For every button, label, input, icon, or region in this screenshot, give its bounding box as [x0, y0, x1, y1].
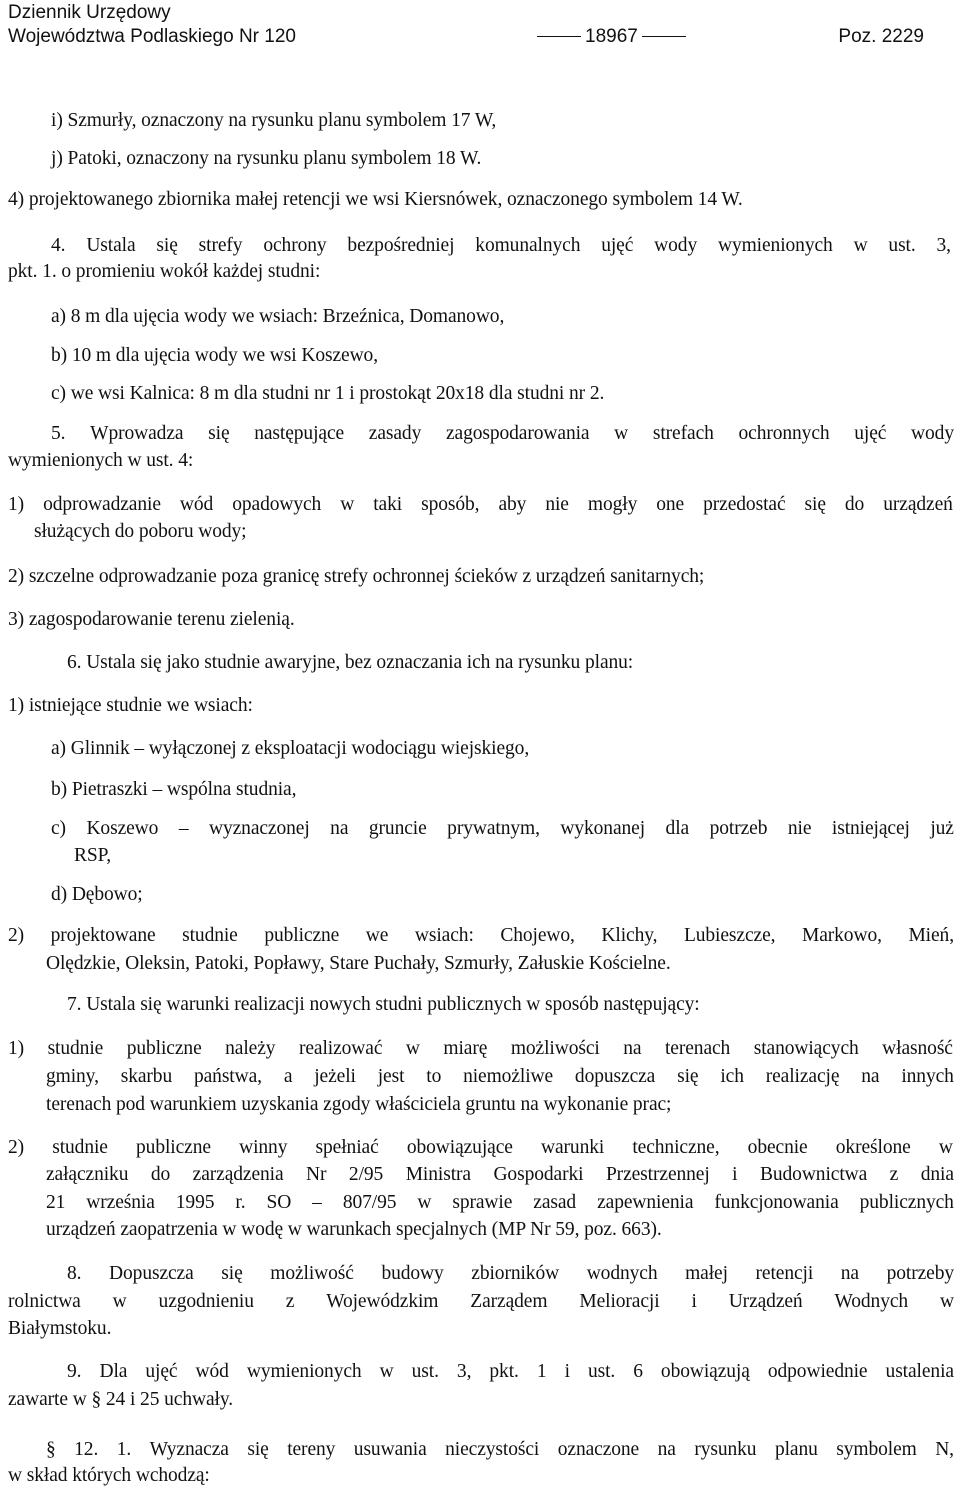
word: dnia — [920, 1164, 954, 1185]
list-item: Olędzkie, Oleksin, Patoki, Popławy, Stare Puchały, Szmurły, Załuskie Kościelne. — [46, 953, 671, 974]
word: 6 — [633, 1361, 643, 1382]
journal-title: Dziennik Urzędowy — [8, 2, 171, 23]
word: prywatnym, — [447, 818, 540, 839]
word: ujęć — [854, 423, 887, 444]
word: publiczne — [126, 1038, 202, 1059]
word: w — [112, 1291, 127, 1312]
word: wody — [654, 235, 698, 256]
word: stanowiących — [753, 1038, 859, 1059]
word: planu — [774, 1439, 818, 1460]
paragraph-line: wymienionych w ust. 4: — [8, 450, 194, 471]
word: SO — [266, 1192, 292, 1213]
word: ochronnych — [738, 423, 830, 444]
word: 1) — [8, 1038, 25, 1059]
word: we — [365, 925, 389, 946]
word: strefy — [198, 235, 243, 256]
list-item: 3) zagospodarowanie terenu zielenią. — [8, 609, 295, 630]
word: w — [340, 494, 355, 515]
word: 3, — [936, 235, 951, 256]
word: symbolem — [836, 1439, 917, 1460]
word: w — [853, 235, 868, 256]
word: projektowane — [50, 925, 156, 946]
list-item — [8, 922, 954, 950]
word: 2/95 — [348, 1164, 384, 1185]
word: Budownictwa — [759, 1164, 868, 1185]
word: ujęć — [601, 235, 634, 256]
word: usuwania — [353, 1439, 427, 1460]
list-item: d) Dębowo; — [51, 884, 143, 905]
word: z — [285, 1291, 295, 1312]
word: warunki — [540, 1137, 605, 1158]
list-item: a) Glinnik – wyłączonej z eksploatacji wodociągu wiejskiego, — [51, 738, 530, 759]
word: rolnictwa — [8, 1291, 81, 1312]
word: realizację — [765, 1066, 840, 1087]
list-item: urządzeń zaopatrzenia w wodę w warunkach specjalnych (MP Nr 59, poz. 663). — [46, 1219, 662, 1240]
word: skarbu — [120, 1066, 173, 1087]
word: się — [677, 1066, 699, 1087]
word: Lubieszcze, — [683, 925, 776, 946]
word: wody — [911, 423, 954, 444]
word: dla — [665, 818, 690, 839]
word: budowy — [381, 1263, 444, 1284]
word: własność — [882, 1038, 953, 1059]
word: należy — [225, 1038, 276, 1059]
word: 1. — [116, 1439, 132, 1460]
word: tereny — [287, 1439, 336, 1460]
word: ich — [720, 1066, 744, 1087]
word: r. — [235, 1192, 246, 1213]
word: obecnie — [747, 1137, 808, 1158]
word: na — [840, 1263, 859, 1284]
word: i — [732, 1164, 738, 1185]
word: Wojewódzkim — [326, 1291, 439, 1312]
word: 807/95 — [342, 1192, 397, 1213]
word: rysunku — [694, 1439, 757, 1460]
word: możliwość — [270, 1263, 354, 1284]
word: odpowiednie — [767, 1361, 868, 1382]
word: terenach — [664, 1038, 731, 1059]
word: w — [939, 1291, 954, 1312]
list-item: a) 8 m dla ujęcia wody we wsiach: Brzeźnica, Domanowo, — [51, 306, 505, 327]
paragraph-line — [51, 420, 954, 448]
word: wymienionych — [246, 1361, 362, 1382]
word: Wprowadza — [90, 423, 184, 444]
word: w — [938, 1137, 953, 1158]
word: wyznaczonej — [208, 818, 310, 839]
word: zapewnienia — [597, 1192, 694, 1213]
word: wodnych — [586, 1263, 658, 1284]
word: do — [150, 1164, 171, 1185]
word: 4. — [51, 235, 66, 256]
word: innych — [901, 1066, 954, 1087]
paragraph-line: w skład których wchodzą: — [8, 1465, 210, 1486]
word: Wyznacza — [149, 1439, 229, 1460]
word: 2) — [8, 925, 25, 946]
word: wsiach: — [414, 925, 474, 946]
paragraph-line — [67, 1358, 954, 1386]
word: nie — [545, 494, 569, 515]
paragraph-line — [67, 1260, 954, 1288]
word: 1 — [536, 1361, 547, 1382]
word: § — [46, 1439, 56, 1460]
word: Gospodarki — [493, 1164, 584, 1185]
word: taki — [373, 494, 403, 515]
word: wód — [179, 494, 214, 515]
word: Wodnych — [834, 1291, 909, 1312]
word: winny — [239, 1137, 288, 1158]
word: potrzeby — [886, 1263, 954, 1284]
word: Ustala — [86, 235, 136, 256]
word: mogły — [587, 494, 638, 515]
list-item — [8, 1035, 953, 1063]
list-item: i) Szmurły, oznaczony na rysunku planu symbolem 17 W, — [51, 110, 497, 131]
word: jeżeli — [314, 1066, 356, 1087]
word: pkt. — [489, 1361, 519, 1382]
journal-subtitle: Województwa Podlaskiego Nr 120 — [8, 26, 296, 47]
word: wymienionych — [717, 235, 833, 256]
page-number: 18967 — [533, 24, 690, 49]
position-number: Poz. 2229 — [838, 26, 924, 47]
word: Klichy, — [601, 925, 658, 946]
word: określone — [835, 1137, 911, 1158]
list-item: 4) projektowanego zbiornika małej retencji we wsi Kiersnówek, oznaczonego symbolem 14 W. — [8, 189, 743, 210]
word: odprowadzanie — [43, 494, 161, 515]
word: oznaczone — [557, 1439, 640, 1460]
word: zarządzenia — [192, 1164, 284, 1185]
paragraph-line — [51, 232, 951, 260]
word: funkcjonowania — [714, 1192, 839, 1213]
word: istniejącej — [831, 818, 910, 839]
word: przedostać — [703, 494, 786, 515]
list-item: j) Patoki, oznaczony na rysunku planu symbolem 18 W. — [51, 148, 482, 169]
word: strefach — [652, 423, 714, 444]
list-item — [46, 1063, 954, 1091]
word: wykonanej — [560, 818, 646, 839]
word: nie — [787, 818, 812, 839]
list-item: terenach pod warunkiem uzyskania zgody właściciela gruntu na wykonanie prac; — [46, 1094, 672, 1115]
word: opadowych — [232, 494, 322, 515]
word: w — [417, 1192, 432, 1213]
word: wód — [195, 1361, 229, 1382]
word: ust. — [411, 1361, 439, 1382]
list-item: służących do poboru wody; — [34, 521, 247, 542]
word: zasady — [368, 423, 422, 444]
word: miarę — [443, 1038, 488, 1059]
word: 8. — [67, 1263, 82, 1284]
word: się — [156, 235, 178, 256]
word: Zarządem — [470, 1291, 548, 1312]
word: na — [861, 1066, 880, 1087]
list-item — [51, 815, 954, 843]
word: na — [657, 1439, 676, 1460]
word: ust. — [888, 235, 916, 256]
word: 12. — [74, 1439, 99, 1460]
list-item: 1) istniejące studnie we wsiach: — [8, 695, 253, 716]
word: zbiorników — [471, 1263, 560, 1284]
word: do — [844, 494, 865, 515]
word: dopuszcza — [574, 1066, 656, 1087]
word: 3, — [456, 1361, 472, 1382]
word: Koszewo — [86, 818, 159, 839]
list-item — [8, 1134, 953, 1162]
word: się — [221, 1263, 243, 1284]
word: – — [312, 1192, 322, 1213]
word: państwa, — [193, 1066, 262, 1087]
word: Dla — [99, 1361, 128, 1382]
word: realizować — [298, 1038, 383, 1059]
word: – — [178, 818, 189, 839]
word: Melioracji — [579, 1291, 660, 1312]
word: się — [247, 1439, 269, 1460]
word: spełniać — [315, 1137, 379, 1158]
word: studnie — [52, 1137, 108, 1158]
word: jest — [377, 1066, 405, 1087]
word: 1995 — [175, 1192, 215, 1213]
word: i — [691, 1291, 697, 1312]
paragraph-line: 7. Ustala się warunki realizacji nowych studni publicznych w sposób następujący: — [67, 994, 700, 1015]
word: publicznych — [859, 1192, 954, 1213]
word: publiczne — [264, 925, 340, 946]
paragraph-line: Białymstoku. — [8, 1318, 112, 1339]
word: ust. — [587, 1361, 616, 1382]
list-item: c) we wsi Kalnica: 8 m dla studni nr 1 i prostokąt 20x18 dla studni nr 2. — [51, 383, 605, 404]
word: załączniku — [46, 1164, 129, 1185]
word: Markowo, — [801, 925, 882, 946]
word: niemożliwe — [463, 1066, 554, 1087]
word: 21 — [46, 1192, 66, 1213]
word: a — [283, 1066, 293, 1087]
word: się — [208, 423, 230, 444]
list-item — [46, 1161, 954, 1189]
word: nieczystości — [445, 1439, 540, 1460]
list-item: b) Pietraszki – wspólna studnia, — [51, 779, 297, 800]
word: z — [889, 1164, 899, 1185]
list-item — [8, 491, 953, 519]
word: studnie — [47, 1038, 104, 1059]
word: Nr — [306, 1164, 327, 1185]
word: urządzeń — [883, 494, 953, 515]
word: N, — [935, 1439, 954, 1460]
word: Przestrzennej — [605, 1164, 710, 1185]
word: w — [614, 423, 629, 444]
word: c) — [51, 818, 66, 839]
word: gminy, — [46, 1066, 99, 1087]
word: w — [379, 1361, 394, 1382]
word: obowiązujące — [406, 1137, 513, 1158]
word: Mień, — [908, 925, 954, 946]
word: to — [426, 1066, 442, 1087]
word: na — [623, 1038, 642, 1059]
word: sposób, — [421, 494, 480, 515]
word: zagospodarowania — [445, 423, 590, 444]
word: gruncie — [368, 818, 427, 839]
word: ustalenia — [885, 1361, 954, 1382]
word: września — [86, 1192, 155, 1213]
word: retencji — [755, 1263, 814, 1284]
word: możliwości — [510, 1038, 600, 1059]
word: one — [656, 494, 685, 515]
word: Ministra — [405, 1164, 471, 1185]
word: na — [330, 818, 349, 839]
word: ujęć — [145, 1361, 178, 1382]
word: uzgodnieniu — [158, 1291, 254, 1312]
word: Chojewo, — [500, 925, 575, 946]
word: i — [564, 1361, 570, 1382]
list-item: RSP, — [74, 845, 112, 866]
word: w — [405, 1038, 420, 1059]
word: bezpośredniej — [347, 235, 455, 256]
word: publiczne — [136, 1137, 211, 1158]
word: Urządzeń — [728, 1291, 803, 1312]
word: 9. — [67, 1361, 82, 1382]
word: ochrony — [263, 235, 327, 256]
section-heading — [46, 1436, 954, 1464]
word: 5. — [51, 423, 66, 444]
paragraph-line: zawarte w § 24 i 25 uchwały. — [8, 1389, 233, 1410]
word: się — [804, 494, 826, 515]
list-item — [46, 1189, 954, 1217]
paragraph-line: 6. Ustala się jako studnie awaryjne, bez oznaczania ich na rysunku planu: — [67, 652, 634, 673]
word: aby — [498, 494, 527, 515]
word: 2) — [8, 1137, 25, 1158]
word: Dopuszcza — [109, 1263, 194, 1284]
word: studnie — [182, 925, 238, 946]
paragraph-line: pkt. 1. o promieniu wokół każdej studni: — [8, 261, 321, 282]
word: techniczne, — [632, 1137, 720, 1158]
list-item: 2) szczelne odprowadzanie poza granicę strefy ochronnej ścieków z urządzeń sanitarnych; — [8, 566, 705, 587]
word: potrzeb — [709, 818, 768, 839]
word: 1) — [8, 494, 25, 515]
word: następujące — [254, 423, 345, 444]
list-item: b) 10 m dla ujęcia wody we wsi Koszewo, — [51, 345, 378, 366]
word: zasad — [533, 1192, 577, 1213]
word: już — [930, 818, 954, 839]
word: obowiązują — [660, 1361, 750, 1382]
word: sprawie — [452, 1192, 513, 1213]
word: małej — [685, 1263, 728, 1284]
paragraph-line — [8, 1288, 954, 1316]
word: komunalnych — [475, 235, 581, 256]
